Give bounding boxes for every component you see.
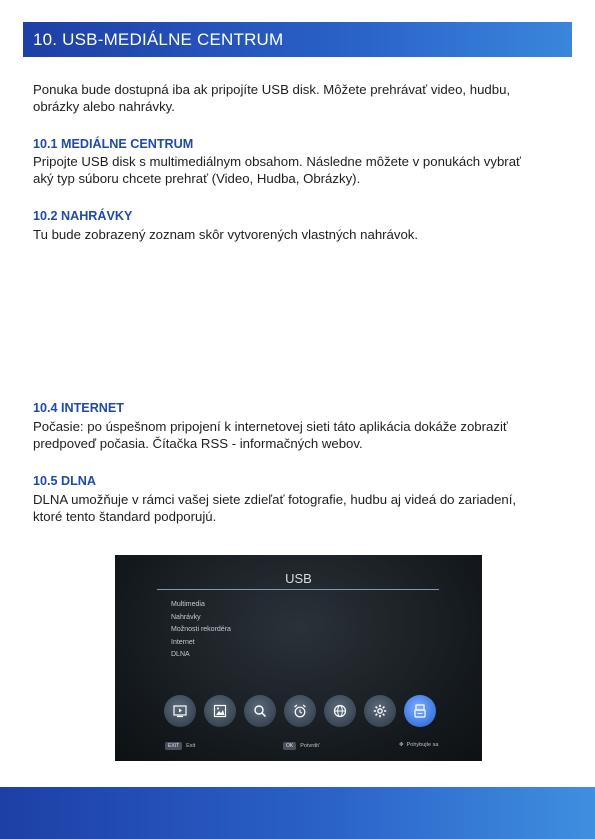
section-dlna-line-1: DLNA umožňuje v rámci vašej siete zdieľať fotografie, hudbu aj videá do zariadení, <box>33 492 517 507</box>
picture-icon[interactable] <box>204 695 236 727</box>
gear-icon[interactable] <box>364 695 396 727</box>
page-footer-bar <box>0 787 595 839</box>
intro-line-1: Ponuka bude dostupná iba ak pripojíte USB disk. Môžete prehrávať video, hudbu, <box>33 82 511 97</box>
tv-menu-item-dlna[interactable]: DLNA <box>171 651 190 658</box>
exit-key-badge: EXIT <box>165 742 182 750</box>
alarm-icon[interactable] <box>284 695 316 727</box>
chapter-title: 10. USB-MEDIÁLNE CENTRUM <box>33 30 284 49</box>
tv-footer-move <box>399 742 438 748</box>
globe-icon[interactable] <box>324 695 356 727</box>
section-dlna-line-2: ktoré tento štandard podporujú. <box>33 509 217 524</box>
search-icon[interactable] <box>244 695 276 727</box>
section-media-center-line-2: aký typ súboru chcete prehrať (Video, Hudba, Obrázky). <box>33 171 361 186</box>
section-internet-line-1: Počasie: po úspešnom pripojení k internetovej sieti táto aplikácia dokáže zobraziť <box>33 419 508 434</box>
tv-footer-ok <box>283 742 319 750</box>
intro-line-2: obrázky alebo nahrávky. <box>33 99 175 114</box>
chapter-header-bar <box>23 22 572 57</box>
section-media-center-line-1: Pripojte USB disk s multimediálnym obsahom. Následne môžete v ponukách vybrať <box>33 154 521 169</box>
section-recordings-line-1: Tu bude zobrazený zoznam skôr vytvorených vlastných nahrávok. <box>33 227 419 242</box>
ok-key-badge: OK <box>283 742 296 750</box>
section-internet-line-2: predpoveď počasia. Čítačka RSS - informačných webov. <box>33 436 363 451</box>
tv-menu-item-multimedia[interactable]: Multimedia <box>171 601 205 608</box>
video-icon[interactable] <box>164 695 196 727</box>
exit-label: Exit <box>186 743 196 749</box>
tv-icon-bar <box>164 695 444 727</box>
usb-menu-screenshot <box>115 555 482 761</box>
section-heading-internet: 10.4 INTERNET <box>33 401 124 415</box>
tv-menu-title: USB <box>285 571 312 586</box>
section-heading-recordings: 10.2 NAHRÁVKY <box>33 209 133 223</box>
tv-title-divider <box>157 589 439 590</box>
section-heading-media-center: 10.1 MEDIÁLNE CENTRUM <box>33 137 194 151</box>
tv-menu-item-recordings[interactable]: Nahrávky <box>171 613 201 621</box>
move-arrows-icon: ✥ <box>399 742 404 748</box>
tv-footer-exit <box>165 742 195 750</box>
section-heading-dlna: 10.5 DLNA <box>33 474 96 488</box>
ok-label: Potvrdiť <box>300 743 320 749</box>
tv-menu-item-internet[interactable]: Internet <box>171 638 195 646</box>
tv-menu-list <box>171 599 231 662</box>
tv-menu-item-recorder-options[interactable]: Možnosti rekordéra <box>171 626 231 633</box>
usb-drive-icon[interactable] <box>404 695 436 727</box>
move-label: Pohybujte sa <box>406 742 439 748</box>
